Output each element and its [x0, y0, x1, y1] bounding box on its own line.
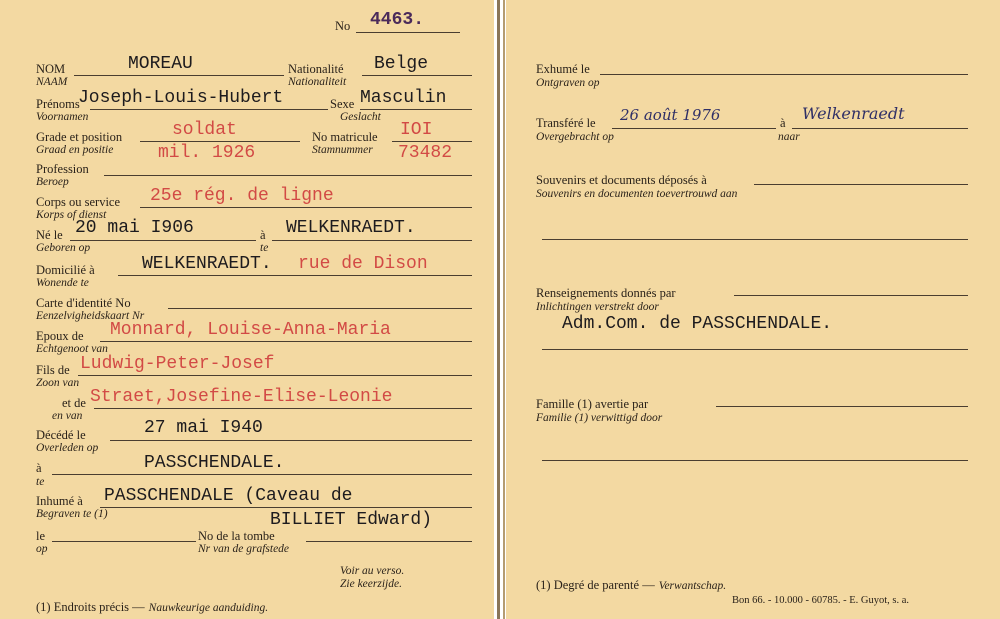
- prenoms-value: Joseph-Louis-Hubert: [78, 88, 284, 108]
- corps-label: Corps ou service: [36, 195, 121, 209]
- souvenirs-line: [754, 184, 968, 185]
- corps-value: 25e rég. de ligne: [150, 186, 334, 206]
- transfere-label-nl: Overgebracht op: [536, 131, 614, 143]
- nom-label: NOM: [36, 62, 66, 76]
- matricule-label: No matricule: [312, 130, 378, 144]
- footnote-front-fr: (1) Endroits précis —: [36, 600, 145, 614]
- souvenirs-label-nl: Souvenirs en documenten toevertrouwd aan: [536, 188, 738, 200]
- matricule-label-nl: Stamnummer: [312, 144, 373, 156]
- voir-verso: Voir au verso.: [340, 565, 405, 577]
- footnote-back: [536, 576, 726, 594]
- transfere-a-label: à: [780, 116, 786, 130]
- profession-label: Profession: [36, 162, 89, 176]
- fils-value: Ludwig-Peter-Josef: [80, 354, 275, 374]
- transfere-place: Welkenraedt: [802, 104, 905, 123]
- ne-date-line: [70, 240, 256, 241]
- corps-line: [140, 207, 472, 208]
- prenoms-line: [90, 109, 328, 110]
- renseignements-label: Renseignements donnés par: [536, 286, 676, 300]
- transfere-label: Transféré le: [536, 116, 596, 130]
- renseignements-line-2: [542, 349, 968, 350]
- inhume-line: [100, 507, 472, 508]
- famille-label-nl: Familie (1) verwittigd door: [536, 412, 663, 424]
- ne-label: Né le: [36, 228, 63, 242]
- grade-line: [140, 141, 300, 142]
- footnote-back-nl: Verwantschap.: [658, 580, 727, 592]
- decede-label-nl: Overleden op: [36, 442, 99, 454]
- domicile-value: WELKENRAEDT.: [142, 254, 272, 274]
- fils-label: Fils de: [36, 363, 70, 377]
- tombe-line: [306, 541, 472, 542]
- card-edge-right: [503, 0, 505, 619]
- fils-line: [78, 375, 472, 376]
- exhume-label: Exhumé le: [536, 62, 590, 76]
- nom-label-nl: NAAM: [36, 76, 68, 88]
- number-label: No: [335, 19, 351, 33]
- epoux-label-nl: Echtgenoot van: [36, 343, 108, 355]
- le-label-nl: op: [36, 543, 48, 555]
- carte-label: Carte d'identité No: [36, 296, 131, 310]
- ne-place: WELKENRAEDT.: [286, 218, 416, 238]
- et-de-label-nl: en van: [52, 410, 83, 422]
- footnote-back-fr: (1) Degré de parenté —: [536, 578, 655, 592]
- transfere-date-line: [612, 128, 776, 129]
- sexe-label: Sexe: [330, 97, 355, 111]
- prenoms-label-nl: Voornamen: [36, 111, 89, 123]
- domicile-line: [118, 275, 472, 276]
- nationalite-line: [362, 75, 472, 76]
- nationalite-label: Nationalité: [288, 62, 344, 76]
- le-label: le: [36, 529, 46, 543]
- footnote-front-nl: Nauwkeurige aanduiding.: [148, 602, 269, 614]
- nationalite-value: Belge: [374, 54, 429, 74]
- exhume-line: [600, 74, 968, 75]
- decede-place-line: [52, 474, 472, 475]
- inhume-label-nl: Begraven te (1): [36, 508, 108, 520]
- corps-label-nl: Korps of dienst: [36, 209, 107, 221]
- mere-value: Straet,Josefine-Elise-Leonie: [90, 387, 393, 407]
- souvenirs-label: Souvenirs et documents déposés à: [536, 173, 707, 187]
- domicile-label: Domicilié à: [36, 263, 95, 277]
- decede-line: [110, 440, 472, 441]
- renseignements-value: Adm.Com. de PASSCHENDALE.: [562, 314, 833, 334]
- domicile-label-nl: Wonende te: [36, 277, 89, 289]
- card-back: [506, 0, 1000, 619]
- famille-line-2: [542, 460, 968, 461]
- ne-a-label: à: [260, 228, 266, 242]
- decede-date: 27 mai I940: [144, 418, 263, 438]
- number-line: [356, 32, 460, 33]
- renseignements-line: [734, 295, 968, 296]
- printer-line: Bon 66. - 10.000 - 60785. - E. Guyot, s. a.: [732, 595, 910, 606]
- matricule-value: IOI: [400, 120, 433, 140]
- number-value: 4463.: [370, 10, 425, 30]
- transfere-place-line: [792, 128, 968, 129]
- famille-line: [716, 406, 968, 407]
- le-line: [52, 541, 196, 542]
- sexe-label-nl: Geslacht: [340, 111, 381, 123]
- grade-value: soldat: [172, 120, 237, 140]
- inhume-value-2: BILLIET Edward): [270, 510, 433, 530]
- grade-label: Grade et position: [36, 130, 123, 144]
- carte-line: [168, 308, 472, 309]
- ne-place-line: [272, 240, 472, 241]
- mere-line: [94, 408, 472, 409]
- decede-place: PASSCHENDALE.: [144, 453, 285, 473]
- prenoms-label: Prénoms: [36, 97, 80, 111]
- matricule-line: [392, 141, 472, 142]
- fils-label-nl: Zoon van: [36, 377, 80, 389]
- nationalite-label-nl: Nationaliteit: [288, 76, 347, 88]
- famille-label: Famille (1) avertie par: [536, 397, 649, 411]
- carte-label-nl: Eenzelvigheidskaart Nr: [36, 310, 145, 322]
- inhume-label: Inhumé à: [36, 494, 83, 508]
- ne-label-nl: Geboren op: [36, 242, 91, 254]
- voir-verso-nl: Zie keerzijde.: [340, 578, 402, 590]
- footnote-front: [36, 598, 268, 616]
- decede-a-label-nl: te: [36, 476, 45, 488]
- epoux-value: Monnard, Louise-Anna-Maria: [110, 320, 391, 340]
- decede-label: Décédé le: [36, 428, 86, 442]
- tombe-label-nl: Nr van de grafstede: [198, 543, 290, 555]
- matricule-value-2: 73482: [398, 143, 453, 163]
- nom-value: MOREAU: [128, 54, 193, 74]
- nom-line: [74, 75, 284, 76]
- card-front: [0, 0, 494, 619]
- sexe-line: [360, 109, 472, 110]
- transfere-date: 26 août 1976: [620, 106, 721, 124]
- et-de-label: et de: [62, 396, 86, 410]
- grade-label-nl: Graad en positie: [36, 144, 114, 156]
- sexe-value: Masculin: [360, 88, 447, 108]
- souvenirs-line-2: [542, 239, 968, 240]
- decede-a-label: à: [36, 461, 42, 475]
- ne-date: 20 mai I906: [75, 218, 194, 238]
- profession-label-nl: Beroep: [36, 176, 69, 188]
- domicile-street: rue de Dison: [298, 254, 428, 274]
- renseignements-label-nl: Inlichtingen verstrekt door: [536, 301, 659, 313]
- grade-value-2: mil. 1926: [158, 143, 256, 163]
- epoux-line: [100, 341, 472, 342]
- transfere-a-label-nl: naar: [778, 131, 800, 143]
- exhume-label-nl: Ontgraven op: [536, 77, 600, 89]
- ne-a-label-nl: te: [260, 242, 269, 254]
- card-edge-left: [497, 0, 500, 619]
- inhume-value-1: PASSCHENDALE (Caveau de: [104, 486, 353, 506]
- profession-line: [104, 175, 472, 176]
- tombe-label: No de la tombe: [198, 529, 275, 543]
- epoux-label: Epoux de: [36, 329, 84, 343]
